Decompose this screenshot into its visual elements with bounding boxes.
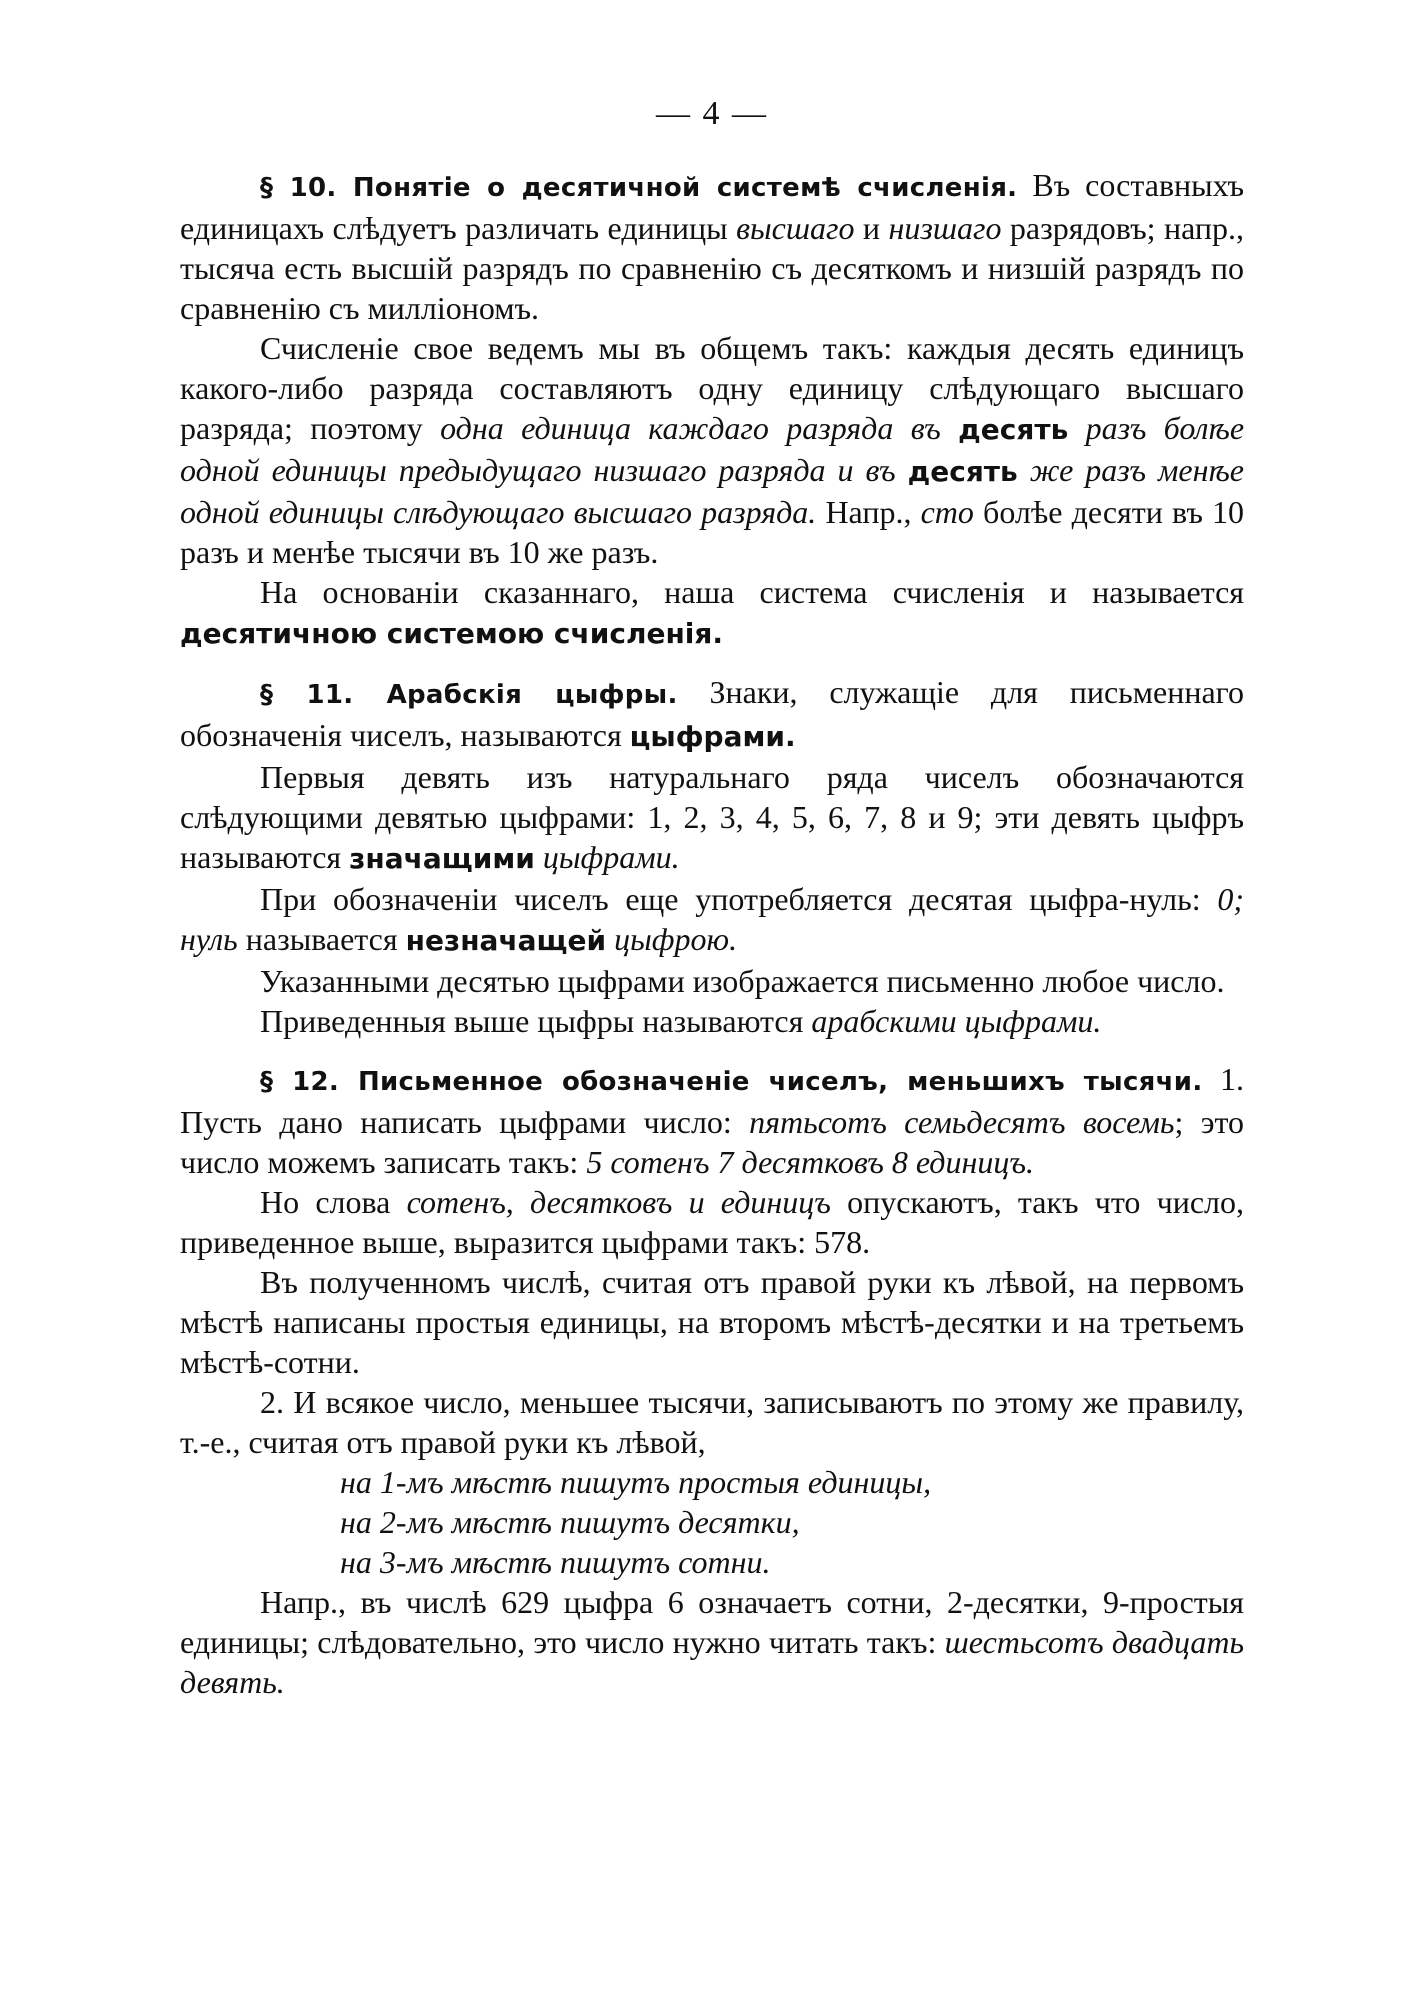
text-run: и [854, 210, 889, 246]
section-10-heading: § 10. Понятіе о десятичной системѣ счисленія. [260, 173, 1018, 203]
text-run: ; это число можемъ записать такъ: [180, 1104, 1244, 1180]
section-10-paragraph-2 [180, 328, 1244, 572]
text-run: разрядовъ; напр., тысяча есть высшій разрядъ по сравненію съ десяткомъ и низшій разрядъ по сравненію съ милліономъ. [180, 210, 1244, 326]
text-run: 1. Пусть дано написать цыфрами число: [180, 1061, 1245, 1140]
bold-run: десять [907, 455, 1018, 488]
page-number: — 4 — [656, 95, 768, 132]
italic-run: цыфрою. [606, 921, 738, 957]
bold-run: десятичною системою счисленія. [180, 617, 724, 650]
section-11-paragraph-1 [180, 672, 1244, 757]
section-12-paragraph-4: 2. И всякое число, меньшее тысячи, записываютъ по этому же правилу, т.-е., считая отъ правой руки къ лѣвой, [180, 1384, 1244, 1460]
text-run: Въ составныхъ единицахъ слѣдуетъ различать единицы [180, 167, 1244, 246]
italic-run: высшаго [736, 210, 855, 246]
italic-run: пятьсотъ семьдесятъ восемь [749, 1104, 1175, 1140]
rule-list-item: на 1-мъ мѣстѣ пишутъ простыя единицы, [340, 1464, 932, 1500]
italic-run: 5 сотенъ 7 десятковъ 8 единицъ. [586, 1144, 1034, 1180]
text-run: Знаки, служащіе для письменнаго обозначенія чиселъ, называются [180, 674, 1245, 753]
section-11-paragraph-3 [180, 879, 1244, 961]
section-10-paragraph-1 [180, 165, 1244, 328]
text-run: Первыя девять изъ натуральнаго ряда чиселъ обозначаются слѣдующими девятью цыфрами: 1, 2, 3, 4, 5, 6, 7, 8 и 9; эти девять цыфръ называются [180, 759, 1244, 875]
section-12-paragraph-5 [180, 1582, 1244, 1702]
section-11-paragraph-4: Указанными десятью цыфрами изображается письменно любое число. [260, 963, 1225, 999]
text-run: Приведенныя выше цыфры называются [260, 1003, 812, 1039]
text-run: болѣе десяти въ 10 разъ и менѣе тысячи въ 10 же разъ. [180, 494, 1245, 570]
text-run: называется [237, 921, 406, 957]
italic-run: цыфрами. [534, 839, 680, 875]
text-run: Напр., въ числѣ 629 цыфра 6 означаетъ сотни, 2-десятки, 9-простыя единицы; слѣдовательно, это число нужно читать такъ: [180, 1584, 1244, 1660]
section-12-paragraph-2 [180, 1182, 1244, 1262]
text-run: При обозначеніи чиселъ еще употребляется десятая цыфра-нуль: [260, 881, 1218, 917]
text-run: Напр., [816, 494, 921, 530]
section-12-paragraph-3: Въ полученномъ числѣ, считая отъ правой руки къ лѣвой, на первомъ мѣстѣ написаны простыя единицы, на второмъ мѣстѣ-десятки и на третьемъ мѣстѣ-сотни. [180, 1264, 1244, 1380]
section-11-heading: § 11. Арабскія цыфры. [260, 680, 678, 710]
rule-list-item: на 2-мъ мѣстѣ пишутъ десятки, [340, 1504, 800, 1540]
section-12-paragraph-1 [180, 1059, 1244, 1182]
italic-run: сто [920, 494, 974, 530]
rule-list-item: на 3-мъ мѣстѣ пишутъ сотни. [340, 1544, 771, 1580]
italic-run: арабскими цыфрами. [811, 1003, 1102, 1039]
text-run: На основаніи сказаннаго, наша система счисленія и называется [260, 574, 1244, 610]
section-11-paragraph-2 [180, 757, 1244, 879]
italic-run: низшаго [888, 210, 1002, 246]
text-run: Счисленіе свое ведемъ мы въ общемъ такъ: каждыя десять единицъ какого-либо разряда составляютъ одну единицу слѣдующаго высшаго разряда; поэтому [180, 330, 1244, 446]
text-run: Но слова [260, 1184, 407, 1220]
section-10-paragraph-3 [180, 572, 1244, 654]
bold-run: значащими [349, 842, 535, 875]
italic-run: разъ болѣе одной единицы предыдущаго низшаго разряда и въ [180, 410, 1245, 488]
italic-run: одна единица каждаго разряда въ [440, 410, 959, 446]
rule-list [340, 1462, 1244, 1582]
italic-run: 0; нуль [180, 881, 1244, 957]
bold-run: цыфрами. [629, 720, 796, 753]
bold-run: десять [958, 413, 1069, 446]
italic-run: сотенъ, десятковъ и единицъ [406, 1184, 831, 1220]
section-12-heading: § 12. Письменное обозначеніе чиселъ, меньшихъ тысячи. [260, 1067, 1203, 1097]
italic-run: же разъ менѣе одной единицы слѣдующаго высшаго разряда. [180, 452, 1245, 530]
text-run: опускаютъ, такъ что число, приведенное выше, выразится цыфрами такъ: 578. [180, 1184, 1245, 1260]
bold-run: незначащей [405, 924, 607, 957]
section-11-paragraph-5 [180, 1001, 1244, 1041]
italic-run: шестьсотъ двадцать девять. [180, 1624, 1244, 1700]
